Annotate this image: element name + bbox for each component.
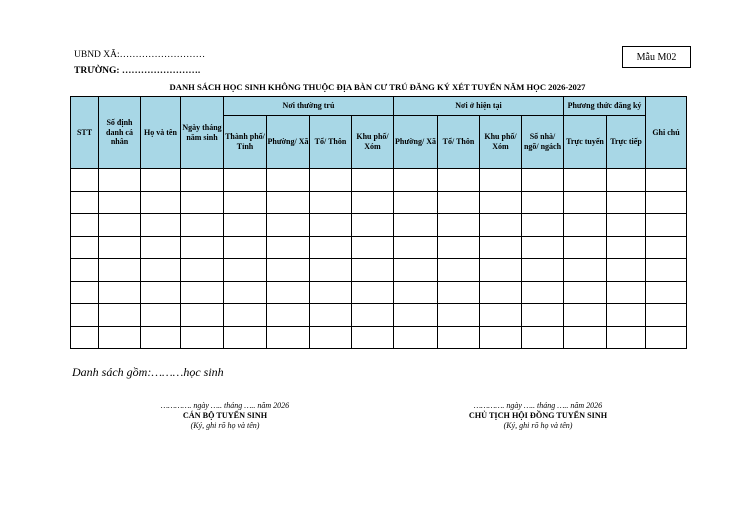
signature-date: …………. ngày ….. tháng ….. năm 2026: [160, 401, 290, 410]
table-cell: [181, 191, 224, 214]
table-cell: [564, 281, 607, 304]
table-cell: [522, 326, 564, 349]
table-row: [71, 326, 687, 349]
table-cell: [310, 214, 352, 237]
table-cell: [99, 191, 141, 214]
table-cell: [71, 304, 99, 327]
table-cell: [352, 214, 394, 237]
signature-date: …………. ngày ….. tháng ….. năm 2026: [473, 401, 603, 410]
table-row: [71, 259, 687, 282]
table-cell: [310, 259, 352, 282]
table-cell: [646, 304, 687, 327]
table-cell: [181, 304, 224, 327]
table-cell: [310, 281, 352, 304]
col-personal-id: Số định danh cá nhân: [99, 97, 141, 169]
table-cell: [564, 191, 607, 214]
table-cell: [141, 214, 181, 237]
table-cell: [522, 259, 564, 282]
registration-table: [70, 96, 687, 349]
table-cell: [99, 326, 141, 349]
table-cell: [310, 191, 352, 214]
table-cell: [646, 259, 687, 282]
table-cell: [224, 236, 267, 259]
table-cell: [480, 169, 522, 192]
table-cell: [438, 236, 480, 259]
table-cell: [267, 259, 310, 282]
table-cell: [71, 214, 99, 237]
table-cell: [438, 214, 480, 237]
table-cell: [224, 259, 267, 282]
table-cell: [646, 191, 687, 214]
table-cell: [438, 281, 480, 304]
signature-note: (Ký, ghi rõ họ và tên): [503, 421, 573, 430]
table-cell: [224, 214, 267, 237]
form-code-box: Mẫu M02: [622, 46, 691, 68]
table-cell: [480, 281, 522, 304]
col-method-online: Trực tuyến: [564, 116, 607, 169]
table-cell: [267, 304, 310, 327]
table-cell: [71, 169, 99, 192]
table-cell: [181, 169, 224, 192]
table-cell: [480, 259, 522, 282]
table-cell: [224, 304, 267, 327]
group-permanent-residence: Nơi thường trú: [224, 97, 394, 116]
table-cell: [607, 236, 646, 259]
table-cell: [267, 236, 310, 259]
table-cell: [564, 236, 607, 259]
col-dob: Ngày tháng năm sinh: [181, 97, 224, 169]
table-cell: [480, 191, 522, 214]
table-cell: [564, 169, 607, 192]
signature-role: CHỦ TỊCH HỘI ĐỒNG TUYỂN SINH: [468, 411, 608, 420]
table-cell: [438, 191, 480, 214]
school-line: TRƯỜNG: …………………….: [74, 66, 201, 76]
table-cell: [438, 304, 480, 327]
signature-role: CÁN BỘ TUYỂN SINH: [182, 411, 268, 420]
table-cell: [522, 214, 564, 237]
table-row: [71, 191, 687, 214]
table-cell: [607, 169, 646, 192]
table-cell: [438, 259, 480, 282]
table-cell: [607, 191, 646, 214]
table-cell: [522, 236, 564, 259]
table-cell: [267, 326, 310, 349]
col-stt: STT: [71, 97, 99, 169]
table-cell: [267, 214, 310, 237]
table-row: [71, 214, 687, 237]
table-cell: [522, 281, 564, 304]
table-cell: [224, 169, 267, 192]
signature-block-officer: [140, 401, 310, 430]
table-cell: [394, 326, 438, 349]
table-cell: [352, 191, 394, 214]
col-notes: Ghi chú: [646, 97, 687, 169]
table-cell: [607, 304, 646, 327]
table-cell: [352, 304, 394, 327]
table-cell: [564, 326, 607, 349]
table-body: [71, 169, 687, 349]
col-full-name: Họ và tên: [141, 97, 181, 169]
table-cell: [99, 214, 141, 237]
table-cell: [141, 259, 181, 282]
table-cell: [224, 191, 267, 214]
student-count-line: Danh sách gồm:………học sinh: [72, 365, 224, 379]
table-cell: [394, 281, 438, 304]
table-cell: [181, 236, 224, 259]
table-cell: [99, 259, 141, 282]
table-cell: [141, 191, 181, 214]
table-row: [71, 281, 687, 304]
col-method-direct: Trực tiếp: [607, 116, 646, 169]
table-cell: [224, 281, 267, 304]
agency-line: UBND XÃ:………………………: [74, 50, 206, 60]
table-cell: [394, 236, 438, 259]
document-title: DANH SÁCH HỌC SINH KHÔNG THUỘC ĐỊA BÀN CƯ TRÚ ĐĂNG KÝ XÉT TUYỂN NĂM HỌC 2026-2027: [169, 82, 586, 92]
table-cell: [646, 169, 687, 192]
table-row: [71, 236, 687, 259]
table-cell: [181, 214, 224, 237]
table-cell: [352, 259, 394, 282]
table-cell: [71, 281, 99, 304]
table-cell: [607, 259, 646, 282]
table-cell: [181, 326, 224, 349]
table-cell: [267, 169, 310, 192]
col-cur-house-number: Số nhà/ ngõ/ ngách: [522, 116, 564, 169]
table-cell: [181, 259, 224, 282]
table-cell: [99, 236, 141, 259]
table-cell: [224, 326, 267, 349]
table-cell: [99, 169, 141, 192]
table-cell: [141, 236, 181, 259]
table-row: [71, 169, 687, 192]
col-perm-quarter: Khu phố/ Xóm: [352, 116, 394, 169]
table-cell: [607, 326, 646, 349]
table-cell: [522, 169, 564, 192]
table-cell: [394, 169, 438, 192]
table-cell: [352, 326, 394, 349]
col-cur-ward: Phường/ Xã: [394, 116, 438, 169]
col-perm-hamlet: Tổ/ Thôn: [310, 116, 352, 169]
table-cell: [394, 259, 438, 282]
table-cell: [438, 326, 480, 349]
table-cell: [310, 169, 352, 192]
table-cell: [267, 281, 310, 304]
col-cur-hamlet: Tổ/ Thôn: [438, 116, 480, 169]
signature-note: (Ký, ghi rõ họ và tên): [190, 421, 260, 430]
table-cell: [352, 169, 394, 192]
table-cell: [352, 281, 394, 304]
table-cell: [394, 304, 438, 327]
table-cell: [646, 214, 687, 237]
table-cell: [564, 259, 607, 282]
table-cell: [564, 214, 607, 237]
table-cell: [181, 281, 224, 304]
table-cell: [646, 281, 687, 304]
table-cell: [71, 259, 99, 282]
table-cell: [141, 169, 181, 192]
table-cell: [480, 214, 522, 237]
table-cell: [141, 281, 181, 304]
group-registration-method: Phương thức đăng ký: [564, 97, 646, 116]
table-cell: [522, 304, 564, 327]
table-cell: [564, 304, 607, 327]
group-current-residence: Nơi ở hiện tại: [394, 97, 564, 116]
table-cell: [310, 236, 352, 259]
table-cell: [310, 326, 352, 349]
table-cell: [99, 304, 141, 327]
col-perm-province: Thành phố/ Tỉnh: [224, 116, 267, 169]
table-cell: [480, 304, 522, 327]
table-cell: [141, 326, 181, 349]
table-cell: [71, 326, 99, 349]
table-cell: [310, 304, 352, 327]
table-cell: [394, 191, 438, 214]
table-cell: [646, 326, 687, 349]
table-cell: [267, 191, 310, 214]
table-cell: [607, 214, 646, 237]
table-cell: [438, 169, 480, 192]
col-perm-ward: Phường/ Xã: [267, 116, 310, 169]
table-cell: [394, 214, 438, 237]
table-cell: [71, 236, 99, 259]
table-cell: [99, 281, 141, 304]
table-cell: [141, 304, 181, 327]
table-cell: [352, 236, 394, 259]
table-cell: [480, 326, 522, 349]
col-cur-quarter: Khu phố/ Xóm: [480, 116, 522, 169]
table-cell: [522, 191, 564, 214]
table-cell: [480, 236, 522, 259]
table-cell: [646, 236, 687, 259]
table-cell: [607, 281, 646, 304]
table-row: [71, 304, 687, 327]
signature-block-chairman: [448, 401, 628, 430]
table-cell: [71, 191, 99, 214]
